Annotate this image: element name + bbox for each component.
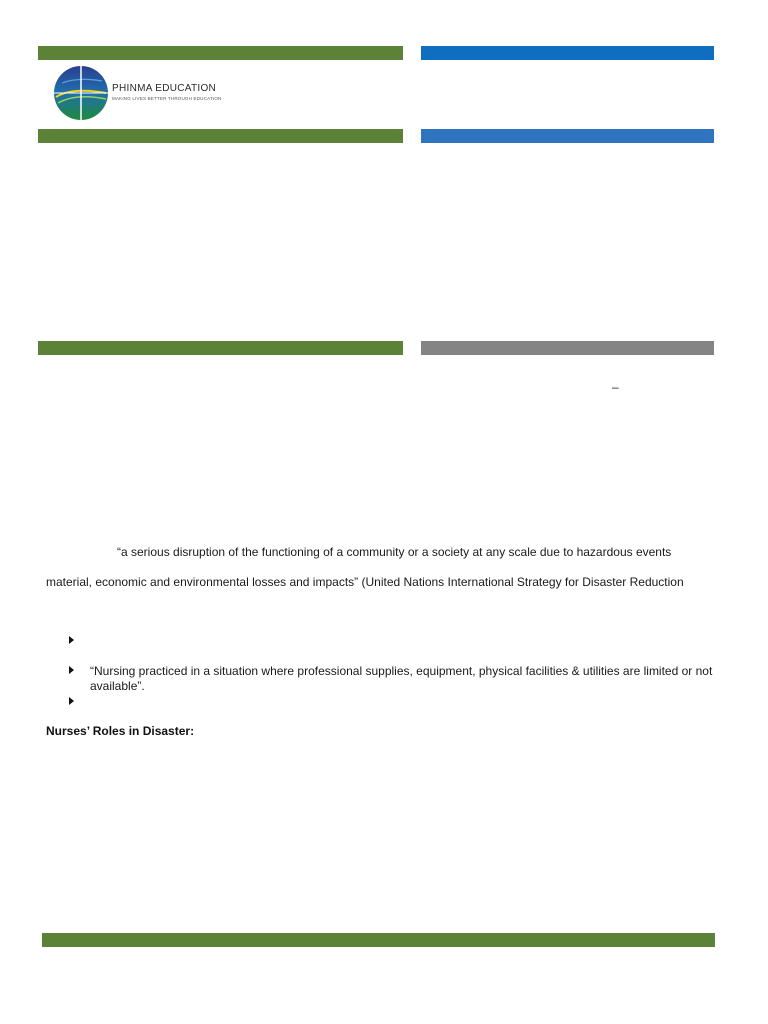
bullet-marker-2	[69, 666, 74, 674]
phinma-logo	[52, 63, 252, 125]
definition-line-2: material, economic and environmental losses and impacts” (United Nations International Strategy for Disaster Reduction	[46, 575, 684, 589]
bullet-marker-1	[69, 636, 74, 644]
nurses-roles-heading: Nurses’ Roles in Disaster:	[46, 724, 195, 738]
header-top-green-bar	[38, 46, 403, 60]
footer-green-bar	[42, 933, 715, 947]
bullet-text-2: “Nursing practiced in a situation where professional supplies, equipment, physical facilities & utilities are limited or not available”.	[90, 664, 713, 693]
header-top-blue-bar	[421, 46, 714, 60]
brand-tagline: MAKING LIVES BETTER THROUGH EDUCATION	[112, 96, 222, 101]
phinma-emblem-icon	[52, 63, 110, 123]
stray-dash: –	[612, 380, 619, 394]
header-bottom-green-bar	[38, 129, 403, 143]
bullet-marker-3	[69, 697, 74, 705]
brand-name: PHINMA EDUCATION	[112, 83, 217, 94]
header-bottom-blue-bar	[421, 129, 714, 143]
definition-line-1: “a serious disruption of the functioning of a community or a society at any scale due to hazardous events	[117, 545, 672, 559]
section-grey-bar	[421, 341, 714, 355]
section-green-bar	[38, 341, 403, 355]
